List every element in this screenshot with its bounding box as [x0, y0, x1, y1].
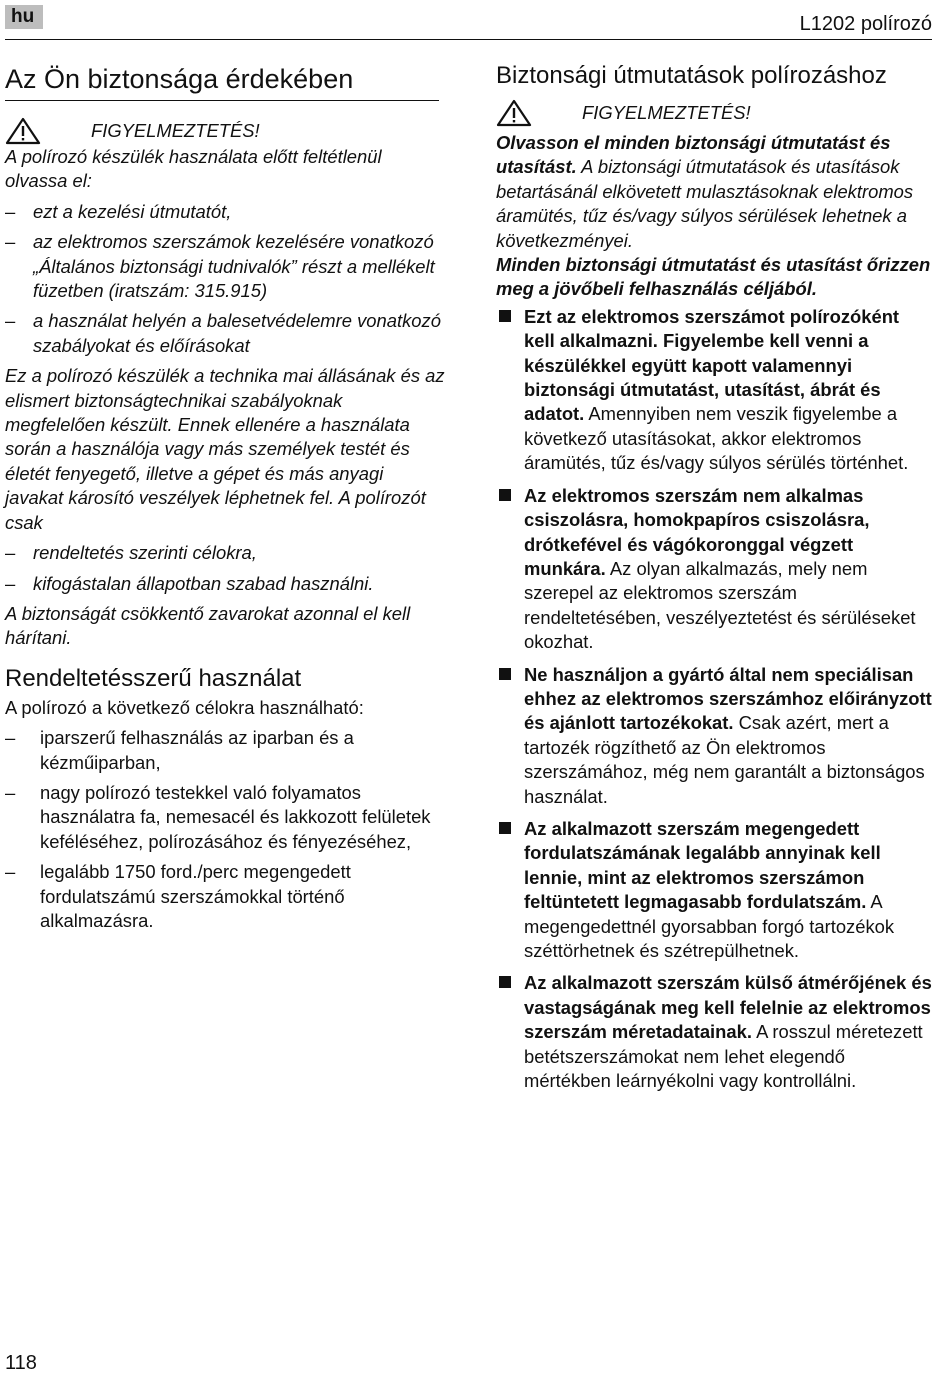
intended-use-list [5, 726, 445, 933]
bullet-square-icon [496, 817, 524, 963]
bullet-square-icon [496, 663, 524, 809]
list-item: Ne használjon a gyártó által nem speciálisan ehhez az elektromos szerszámhoz előirányzott és ajánlott tartozékokat. Csak azért, mert a tartozék rögzíthető az Ön elektromos szerszámához, még nem garantált a biztonságos használat. [496, 663, 932, 809]
bullet-square-icon [496, 484, 524, 655]
bullet-square-icon [496, 305, 524, 476]
language-badge: hu [5, 5, 43, 29]
list-item: Ezt az elektromos szerszámot polírozóként kell alkalmazni. Figyelembe kell venni a készülékkel együtt kapott valamennyi biztonsági útmutatást, utasítást, ábrát és adatot. Amennyiben nem veszik figyelembe a következő utasításokat, akkor elektromos áramütés, tűz és/vagy súlyos sérülés történhet. [496, 305, 932, 476]
list-item: Az alkalmazott szerszám külső átmérőjének és vastagságának meg kell felelnie az elektromos szerszám méretadatainak. A rosszul méretezett betétszerszámokat nem lehet elegendő mértékben leárnyékolni vagy kontrollálni. [496, 971, 932, 1093]
list-item: – kifogástalan állapotban szabad használni. [5, 572, 374, 594]
section-title-intended-use: Rendeltetésszerű használat [5, 664, 302, 692]
right-column [496, 60, 932, 1101]
section-title-polishing-safety: Biztonsági útmutatások polírozáshoz [496, 62, 887, 89]
list-item: – iparszerű felhasználás az iparban és a kézműiparban, [5, 727, 354, 773]
bullet-square-icon [496, 971, 524, 1093]
warning-label: FIGYELMEZTETÉS! [91, 119, 260, 141]
fault-paragraph: A biztonságát csökkentő zavarokat azonnal el kell hárítani. [5, 602, 411, 649]
left-column [5, 60, 445, 933]
list-item: – rendeltetés szerinti célokra, [5, 542, 257, 564]
list-item: – ezt a kezelési útmutatót, [5, 200, 232, 222]
list-item: – legalább 1750 ford./perc megengedett fordulatszámú szerszámokkal történő alkalmazásra. [5, 861, 351, 931]
warning-triangle-icon [5, 117, 41, 145]
read-intro: A polírozó készülék használata előtt feltétlenül olvassa el: [5, 146, 382, 192]
intended-use-intro: A polírozó a következő célokra használható: [5, 696, 364, 718]
safety-bullet-list [496, 305, 932, 1094]
list-item: – a használat helyén a balesetvédelemre vonatkozó szabályokat és előírásokat [5, 310, 441, 356]
warning-paragraph: Olvasson el minden biztonsági útmutatást és utasítást. A biztonsági útmutatások és utasítások betartásánál elkövetett mulasztásoknak elektromos áramütés, tűz és/vagy súlyos sérülések lehetnek a következményei. [496, 132, 914, 251]
document-model-title: L1202 polírozó [799, 13, 932, 35]
warning-triangle-icon [496, 99, 532, 127]
use-list [5, 541, 445, 596]
list-item: Az elektromos szerszám nem alkalmas csiszolásra, homokpapíros csiszolásra, drótkefével és vágókoronggal végzett munkára. Az olyan alkalmazás, mely nem szerepel az elektromos szerszám rendeltetésében, veszélyeztetést és sérüléseket okozhat. [496, 484, 932, 655]
read-list [5, 200, 445, 358]
list-item: – nagy polírozó testekkel való folyamatos használatra fa, nemesacél és lakkozott felületek keféléséhez, polírozásához és fényezéséhez, [5, 781, 431, 852]
safety-paragraph: Ez a polírozó készülék a technika mai állásának és az elismert biztonságtechnikai szabályoknak megfelelően készült. Ennek ellenére a használata során a használója vagy más személyek testét és életét fenyegető, illetve a gépet és más anyagi javakat károsító veszélyek léphetnek fel. A polírozót csak [5, 365, 445, 533]
warning-heading [496, 99, 932, 127]
list-item: – az elektromos szerszámok kezelésére vonatkozó „Általános biztonsági tudnivalók” részt a mellékelt füzetben (iratszám: 315.915) [5, 231, 435, 302]
section-title-safety: Az Ön biztonsága érdekében [5, 62, 439, 101]
warning-label: FIGYELMEZTETÉS! [582, 101, 751, 123]
list-item: Az alkalmazott szerszám megengedett fordulatszámának legalább annyinak kell lennie, mint az elektromos szerszámon feltüntetett legmagasabb fordulatszám. A megengedettnél gyorsabban forgó tartozékok széttörhetnek és szétrepülhetnek. [496, 817, 932, 963]
header-divider [5, 39, 932, 40]
page-number: 118 [5, 1352, 37, 1374]
warning-heading [5, 117, 445, 145]
keep-instructions-paragraph: Minden biztonsági útmutatást és utasítást őrizzen meg a jövőbeli felhasználás céljából. [496, 254, 931, 300]
